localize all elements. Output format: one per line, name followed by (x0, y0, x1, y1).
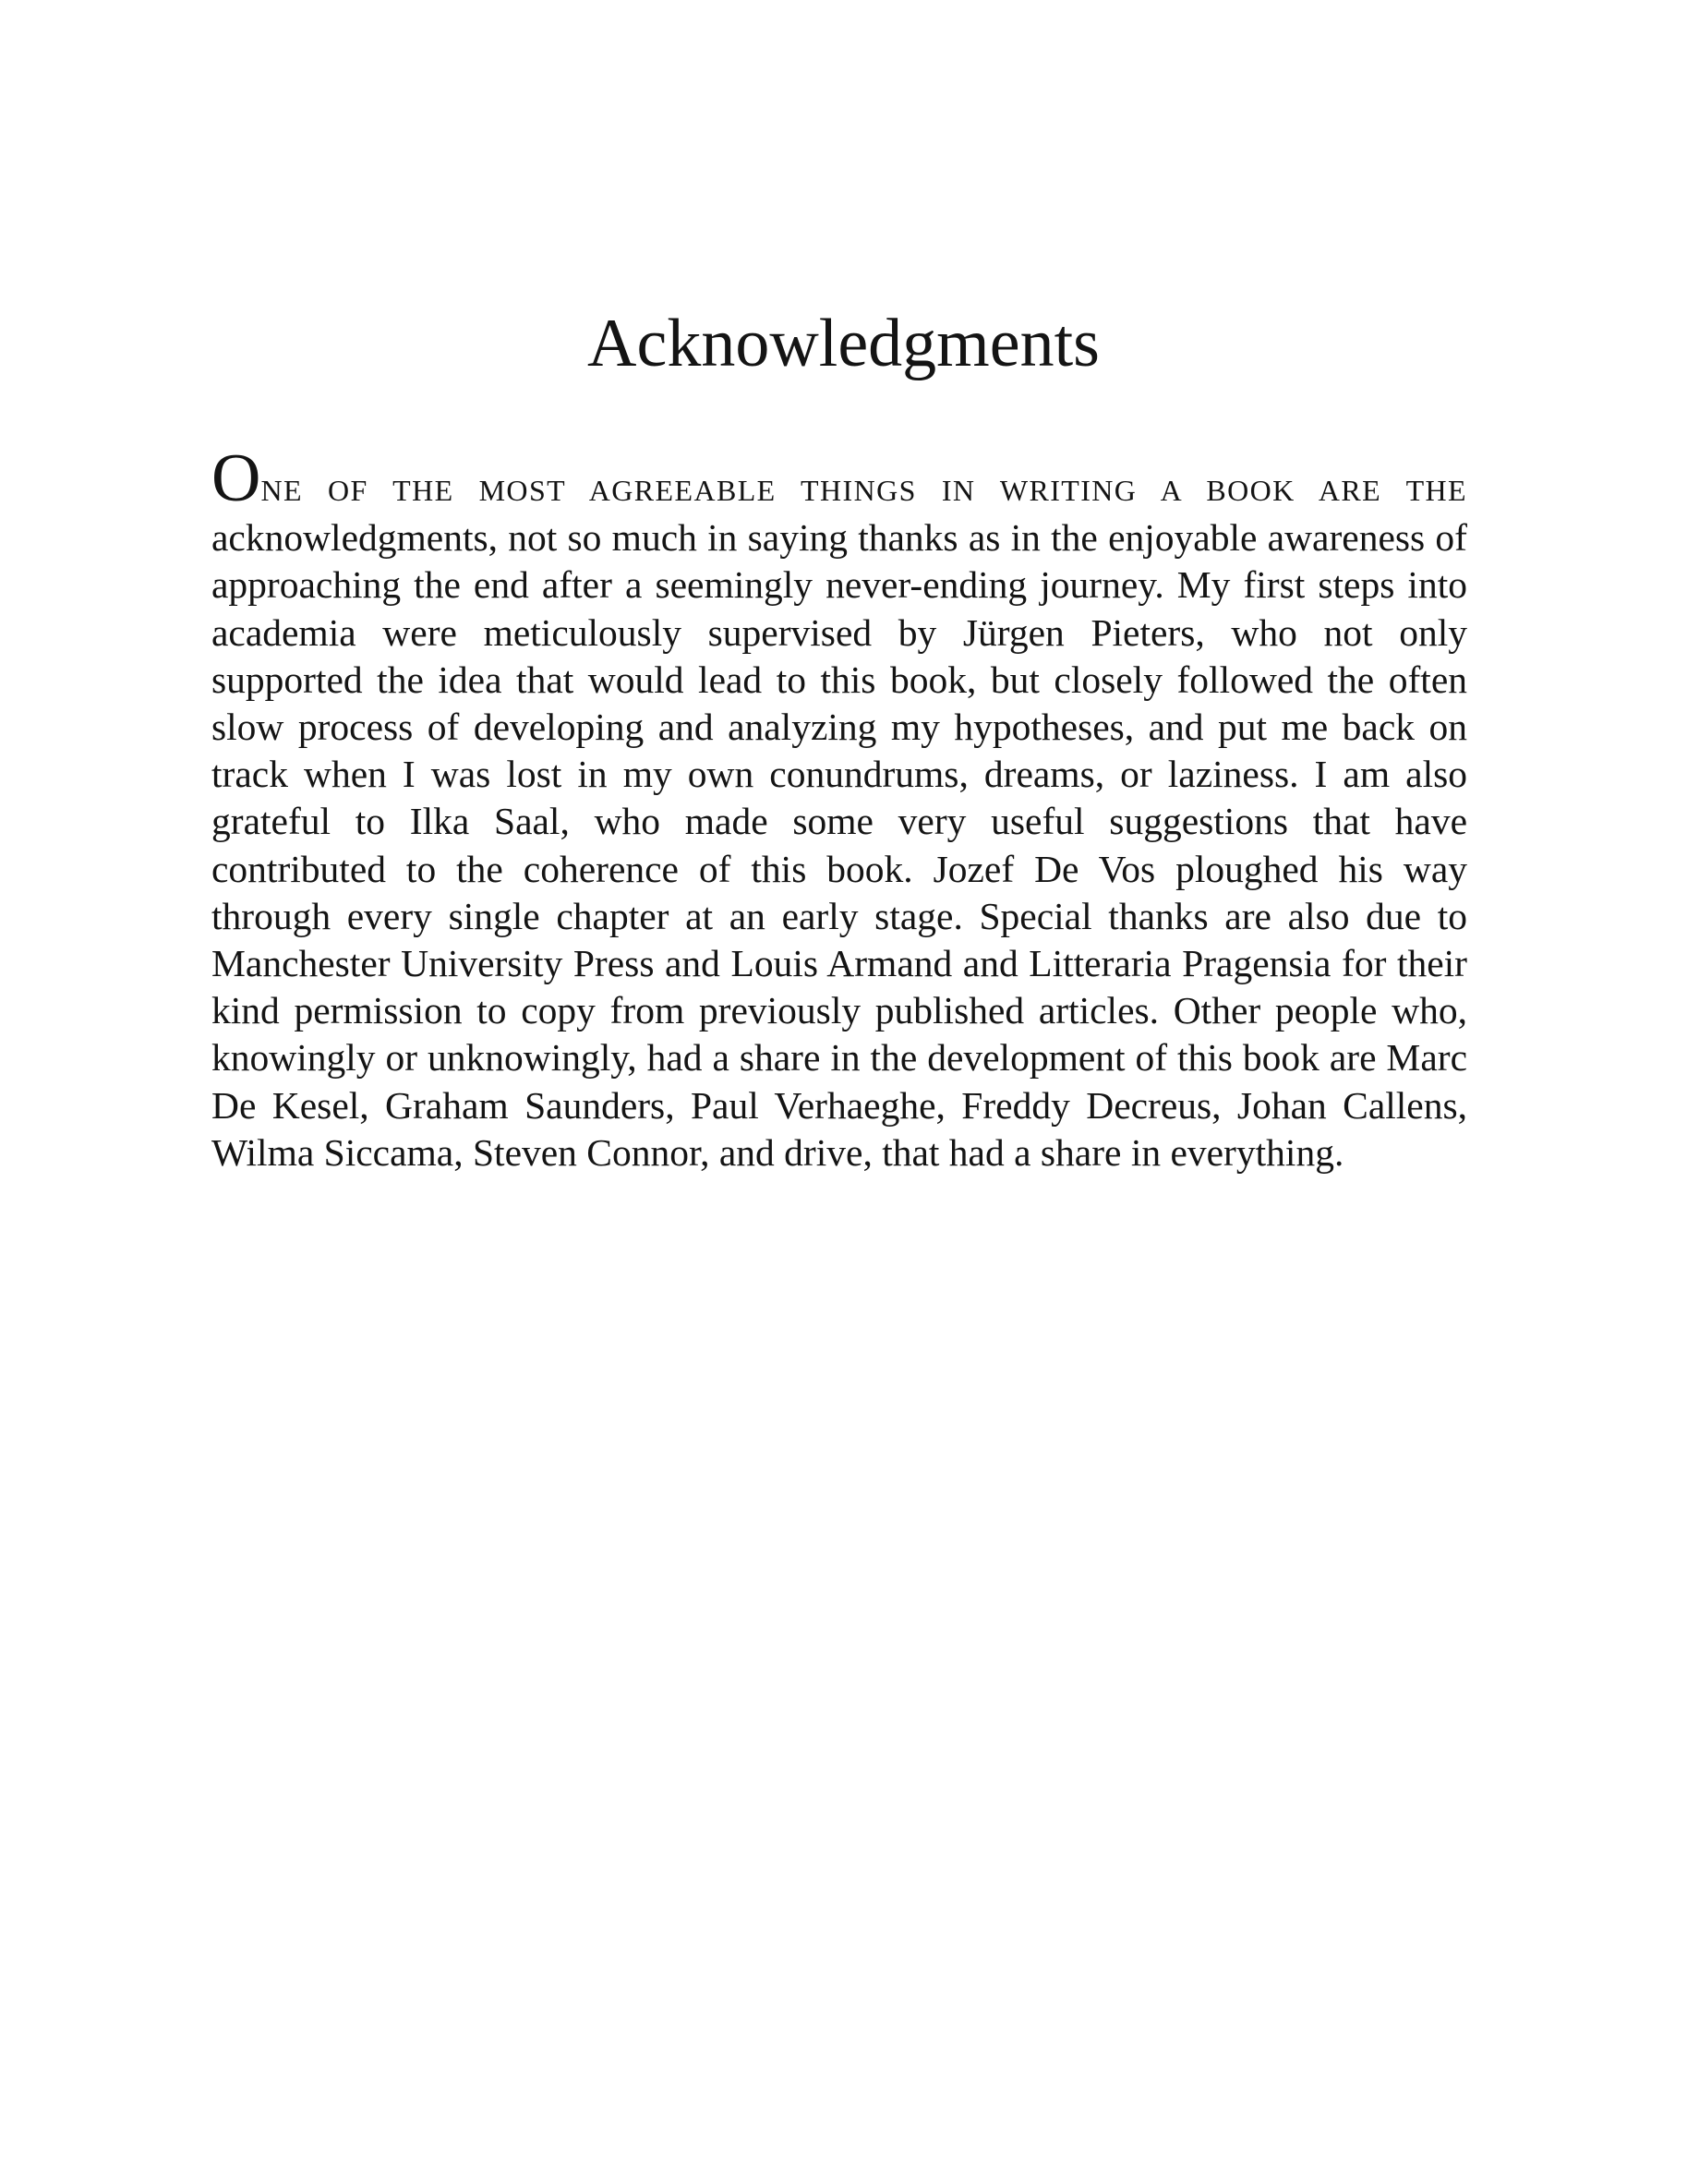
drop-cap-initial: O (211, 440, 261, 516)
page-title: Acknowledgments (587, 306, 1100, 381)
acknowledgments-paragraph (211, 440, 1467, 1176)
small-caps-opening: NE OF THE MOST AGREEABLE THINGS IN WRITING A BOOK ARE THE (260, 474, 1467, 507)
paragraph-body-text: acknowledgments, not so much in saying thanks as in the enjoyable awareness of approaching the end after a seemingly never-ending journey. My first steps into academia were meticulously supervised by Jürgen Pieters, who not only supported the idea that would lead to this book, but closely followed the often slow process of developing and analyzing my hypotheses, and put me back on track when I was lost in my own conundrums, dreams, or laziness. I am also grateful to Ilka Saal, who made some very useful suggestions that have contributed to the coherence of this book. Jozef De Vos ploughed his way through every single chapter at an early stage. Special thanks are also due to Manchester University Press and Louis Armand and Litteraria Pragensia for their kind permission to copy from previously published articles. Other people who, knowingly or unknowingly, had a share in the development of this book are Marc De Kesel, Graham Saunders, Paul Verhaeghe, Freddy Decreus, Johan Callens, Wilma Siccama, Steven Connor, and drive, that had a share in everything. (211, 516, 1467, 1174)
